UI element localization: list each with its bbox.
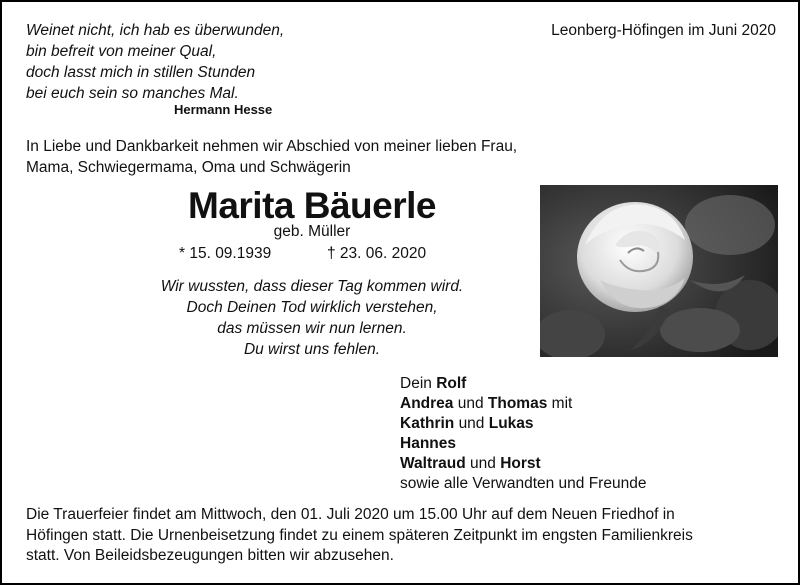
family-line [400,394,646,414]
family-name: Kathrin [400,415,455,432]
family-conj: und [458,415,485,432]
family-name: Lukas [488,415,534,432]
family-line [400,454,646,474]
death-date: † 23. 06. 2020 [327,245,427,262]
poem-line: Weinet nicht, ich hab es überwunden, [26,22,285,39]
deceased-name: Marita Bäuerle [188,185,436,226]
family-name: Andrea [400,395,454,412]
verse-line: Wir wussten, dass dieser Tag kommen wird. [160,278,464,295]
family-suffix: mit [551,395,573,412]
verse [102,276,522,360]
poem-line: doch lasst mich in stillen Stunden [26,64,256,81]
poem [26,20,284,104]
family-conj: und [470,455,496,472]
maiden-name: geb. Müller [273,223,351,240]
family-name: Horst [500,455,541,472]
verse-line: Du wirst uns fehlen. [243,341,381,358]
rose-icon [540,185,778,357]
notice-line: Die Trauerfeier findet am Mittwoch, den 01. Juli 2020 um 15.00 Uhr auf dem Neuen Friedhof in [26,506,675,523]
family-closing: sowie alle Verwandten und Freunde [400,475,647,492]
poem-line: bei euch sein so manches Mal. [26,85,239,102]
family-name: Rolf [436,375,467,392]
family-name: Thomas [487,395,548,412]
notice-line: Höfingen statt. Die Urnenbeisetzung findet zu einem späteren Zeitpunkt im engsten Familienkreis [26,526,693,544]
intro-line: Mama, Schwiegermama, Oma und Schwägerin [26,159,351,176]
verse-line: Doch Deinen Tod wirklich verstehen, [186,299,438,316]
poem-author: Hermann Hesse [174,102,273,117]
family-line [400,434,646,454]
family-line [400,414,646,434]
family-name: Hannes [400,435,456,452]
rose-photo [540,185,778,357]
notice-line: statt. Von Beileidsbezeugungen bitten wir abzusehen. [26,547,394,564]
family-list [400,374,646,494]
poem-line: bin befreit von meiner Qual, [26,43,217,60]
family-name: Waltraud [400,455,466,472]
intro-text [26,136,517,178]
place-date: Leonberg-Höfingen im Juni 2020 [551,22,776,39]
intro-line: In Liebe und Dankbarkeit nehmen wir Abschied von meiner lieben Frau, [26,138,518,155]
verse-line: das müssen wir nun lernen. [217,320,407,337]
funeral-notice [26,505,786,567]
family-line [400,374,646,394]
family-prefix: Dein [400,375,432,392]
family-conj: und [457,395,484,412]
birth-date: * 15. 09.1939 [179,245,272,262]
